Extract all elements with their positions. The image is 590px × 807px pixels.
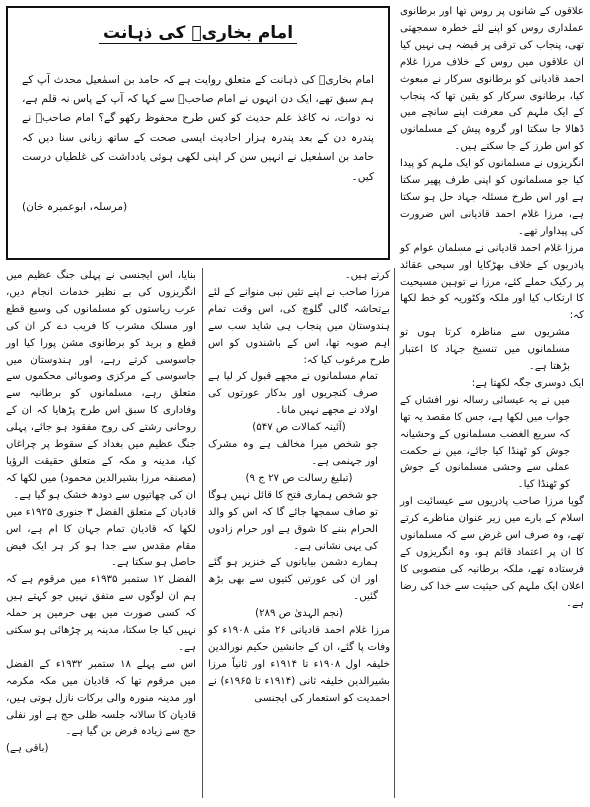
feature-title: امام بخاریؒ کی ذہانت xyxy=(8,22,388,43)
left-column xyxy=(6,268,196,804)
middle-para: مرزا غلام احمد قادیانی ۲۶ مئی ۱۹۰۸ء کو وفات پا گئے، ان کے جانشین حکیم نورالدین خلیفہ اول ۱۹۰۸ء تا ۱۹۱۴ء اور ثانیاً مرزا بشیرالدین خلیفہ ثانی (۱۹۱۴ء تا ۱۹۶۵ء) نے احمدیت کو استعمار کی ایجنسی xyxy=(208,625,390,704)
middle-para: مرزا صاحب نے اپنے تئیں نبی منوانے کے لئے بےتحاشہ گالی گلوچ کی، اس وقت تمام ہندوستان میں پنجاب ہی شاید سب سے اہم صوبہ تھا، اس کے باشندوں کو اس طرح مرغوب کیا کہ: xyxy=(208,286,390,366)
left-para: قادیان کے متعلق الفضل ۳ جنوری ۱۹۲۵ء میں لکھا کہ قادیان تمام جہان کا ام ہے، اس مقام مقدس سے جدا ہو کر ہر ایک فیض حاصل ہو سکتا ہے۔ xyxy=(6,506,197,569)
right-quote: میں نے یہ عیسائی رسالہ نور افشاں کے جواب میں لکھا ہے، جس کا مقصد یہ تھا کہ سریع الغضب مسلمانوں کے وحشیانہ جوش کو ٹھنڈا کیا جائے، میں نے حکمت عملی سے وحشی مسلمانوں کے جوش کو ٹھنڈا کیا۔ xyxy=(400,394,570,491)
middle-quote: تمام مسلمانوں نے مجھے قبول کر لیا ہے صرف کنجریوں اور بدکار عورتوں کی اولاد نے مجھے نہیں مانا۔ xyxy=(208,371,378,417)
feature-box xyxy=(6,6,390,260)
middle-quote: ہمارے دشمن بیابانوں کے خنزیر ہو گئے اور ان کی عورتیں کتیوں سے بھی بڑھ گئیں۔ xyxy=(208,557,378,603)
column-divider xyxy=(202,268,203,798)
left-continued: (باقی ہے) xyxy=(6,743,49,755)
middle-column xyxy=(208,268,390,804)
left-para: الفضل ۱۲ ستمبر ۱۹۳۵ء میں مرقوم ہے کہ ہم ان لوگوں سے متفق نہیں جو کہتے ہیں کہ کسی صورت میں بھی حرمین پر حملہ نہیں کیا جا سکتا، مدینہ پر چڑھائی ہو سکتی ہے۔ xyxy=(6,574,196,653)
left-para: اس سے پہلے ۱۸ ستمبر ۱۹۳۲ء کے الفضل میں مرقوم تھا کہ قادیان میں مکہ مکرمہ اور مدینہ منورہ والی برکات نازل ہوتی ہیں، قادیان کا سالانہ جلسہ ظلی حج ہے اور نفلی حج سے زیادہ فرض بن گیا ہے۔ xyxy=(6,658,196,738)
right-para: علاقوں کے شانوں پر روس تھا اور برطانوی عملداری روس کو اپنے لئے خطرہ سمجھتی تھی، پنجاب کی ترقی پر قبضہ ہی نہیں کیا ان علاقوں میں روس کے خلاف مرزا غلام احمد قادیانی کو برطانوی سرکار نے مبعوث کیا، برطانوی سرکار کو یقین تھا کہ پنجاب کے ایک ملہم کی معرفت اپنے سانچے میں ڈھالا جا سکتا اور گروہ پیش کے مسلمانوں کو اس طرز کے جا سکتے ہیں۔ xyxy=(400,6,584,153)
middle-para: کرتے ہیں۔ xyxy=(344,270,390,281)
feature-text: امام بخاریؒ کی ذہانت کے متعلق روایت ہے کہ حامد بن اسمٰعیل محدث آپ کے ہم سبق تھے، ایک دن انہوں نے امام صاحبؒ سے کہا کہ آپ کے پاس نہ قلم ہے، نہ دوات، نہ کاغذ علم حدیث کو کس طرح محفوظ رکھو گے؟ امام صاحبؒ نے پندرہ دن کے بعد پندرہ ہزار احادیث ایسی صحت کے ساتھ زبانی سنا دیں کہ حامد بن اسمٰعیل نے انہیں سن کر اپنی لکھی ہوئی یادداشت کی غلطیاں درست کیں۔ xyxy=(22,73,374,183)
right-para: انگریزوں نے مسلمانوں کو ایک ملہم کو پیدا کیا جو مسلمانوں کو اپنی طرف پھیر سکتا ہے اور اس طرح مسئلہ جہاد حل ہو سکتا ہے، مرزا غلام احمد قادیانی اس ضرورت کی پیداوار تھے۔ xyxy=(400,158,584,237)
middle-cite: (تبلیغ رسالت ص ۲۷ ج ۹) xyxy=(245,472,353,484)
feature-body xyxy=(22,60,374,228)
middle-quote: جو شخص میرا مخالف ہے وہ مشرک اور جہنمی ہے۔ xyxy=(208,439,378,467)
middle-cite: (آئینہ کمالات ص ۵۴۷) xyxy=(252,422,346,434)
feature-credit: (مرسلہ، ابوعمیرہ خان) xyxy=(22,200,128,213)
middle-cite: (نجم الہدیٰ ص ۲۸۹) xyxy=(255,608,343,620)
right-para: ایک دوسری جگہ لکھتا ہے: xyxy=(471,377,584,389)
left-para: بنایا، اس ایجنسی نے پہلی جنگ عظیم میں انگریزوں کی بے نظیر خدمات انجام دیں، عرب ریاستوں کو مسلمانوں کی وسیع قطع اور مسلک مشرب کا فریب دے کر ان کی قطع و برید کو برطانوی مشن پورا کیا اور جاسوسی کرتے رہے، اور ہندوستان میں جاسوسی کے مرکزی وصوبائی محکموں سے متعلق رہے، مسلمانوں کو برطانیہ سے وفاداری کا سبق اس طرح پڑھایا کہ ان کے روحانی رشتے کی روح مفقود ہو جائے، پہلی جنگ عظیم میں بغداد کے سقوط پر چراغاں کیا، مدینہ و مکہ کے متعلق حقیقت الرؤیا (مصنفہ مرزا بشیرالدین محمود) میں لکھا کہ ان کی چھاتیوں سے دودھ خشک ہو گیا ہے۔ xyxy=(6,270,196,501)
right-column xyxy=(400,4,584,804)
right-para: گویا مرزا صاحب پادریوں سے عیسائیت اور اسلام کے بارے میں زیر عنوان مناظرے کرتے تھے، وہ صرف اس غرض سے کہ مسلمانوں کا ان پر اعتماد قائم ہو، وہ انگریزوں کے فرستادہ تھے، ملکہ برطانیہ کی منصوبی کا اعلان ایک ملہم کی حیثیت سے خدا کی رضا ہے۔ xyxy=(400,496,584,609)
right-para: مرزا غلام احمد قادیانی نے مسلمان عوام کو پادریوں کے خلاف بھڑکایا اور سیحی عقائد پر رکیک حملے کئے، مرزا نے توہین مسیحیت کا ارتکاب کیا اور ملکہ وکٹوریہ کو خط لکھا کہ: xyxy=(400,242,584,322)
middle-quote: جو شخص ہماری فتح کا قائل نہیں ہوگا تو صاف سمجھا جائے گا کہ اس کو والد الحرام بننے کا شوق ہے اور حرام زادوں کی یہی نشانی ہے۔ xyxy=(208,489,378,552)
column-divider xyxy=(394,268,395,798)
right-quote: مشریوں سے مناظرہ کرتا ہوں تو مسلمانوں میں تنسیخ جہاد کا اعتبار بڑھتا ہے۔ xyxy=(400,327,570,373)
